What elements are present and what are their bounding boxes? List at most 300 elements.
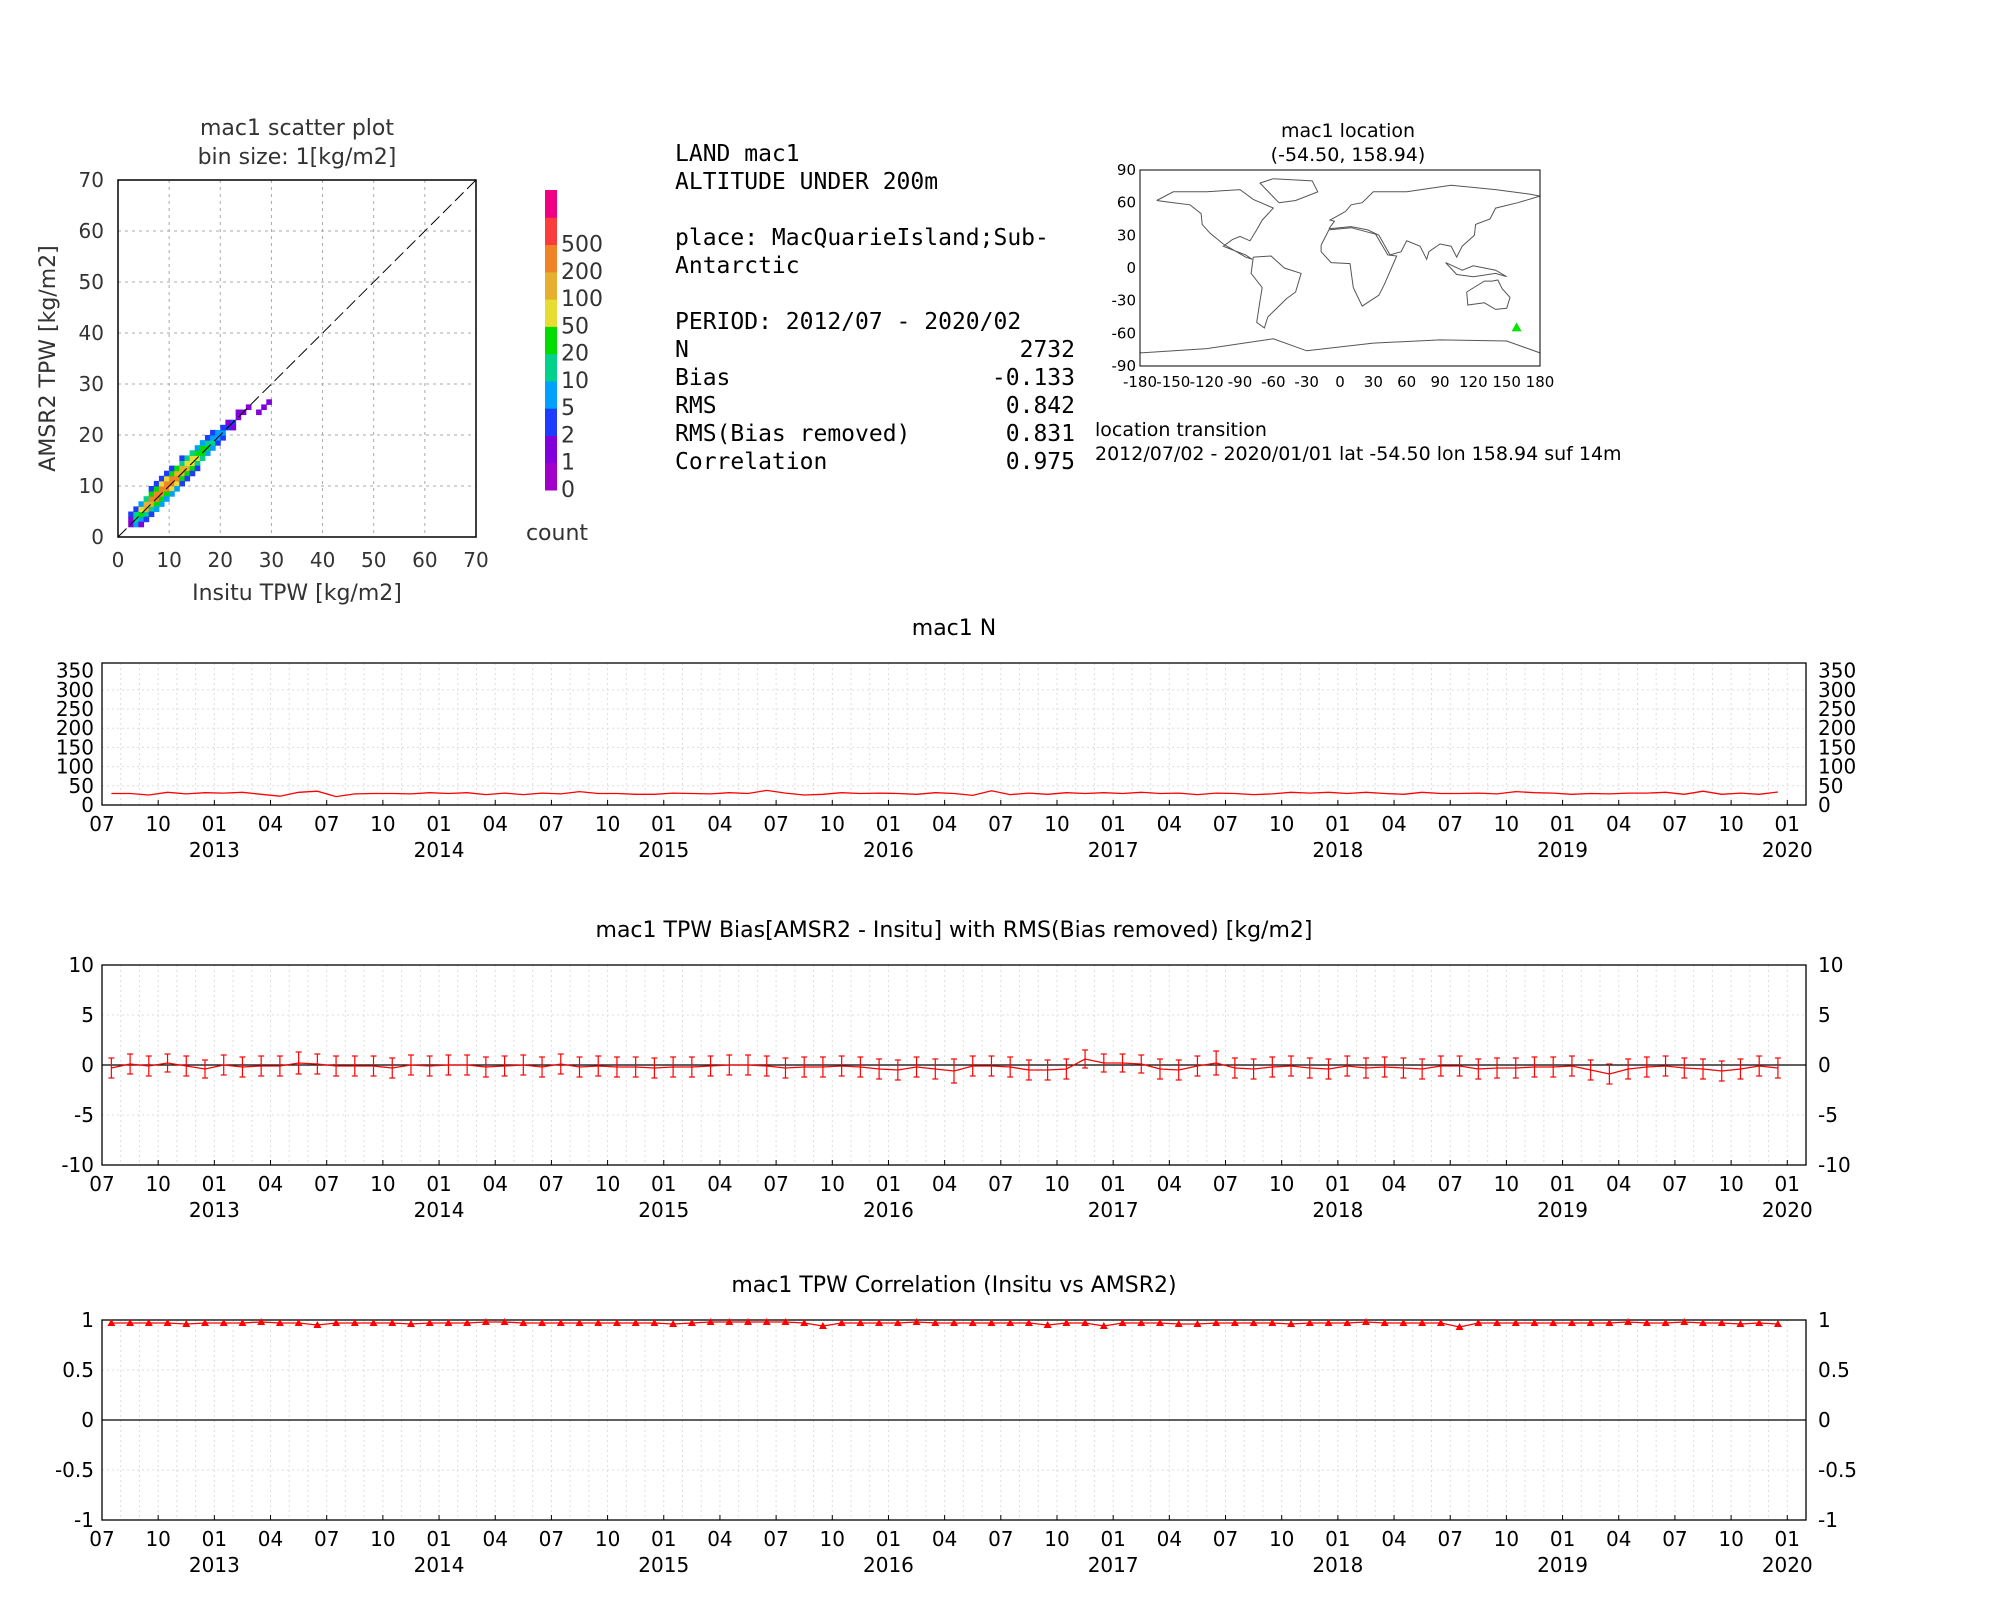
map-y-tick-label: -60 (1111, 324, 1136, 343)
scatter-subtitle: bin size: 1[kg/m2] (197, 145, 397, 170)
x-tick-label: 10 (145, 1172, 171, 1196)
x-tick-label: 04 (1156, 812, 1183, 836)
year-label: 2016 (863, 838, 914, 862)
scatter-bin (169, 491, 175, 497)
x-tick-label: 10 (1493, 812, 1520, 836)
scatter-plot (0, 100, 640, 620)
year-label: 2016 (863, 1553, 914, 1577)
map-y-tick-label: 90 (1116, 161, 1136, 179)
y-tick-label-right: 0.5 (1818, 1358, 1850, 1382)
scatter-bin (149, 506, 155, 512)
stat-row (675, 392, 1075, 420)
scatter-bin (261, 404, 267, 410)
x-tick-label: 04 (257, 1527, 284, 1551)
x-tick-label: 10 (370, 1172, 396, 1196)
x-tick-label: 01 (201, 1172, 228, 1196)
x-tick-label: 01 (1549, 1172, 1576, 1196)
x-tick-label: 01 (651, 1527, 677, 1551)
stat-label: Correlation (675, 449, 828, 475)
x-tick-label: 01 (1774, 812, 1801, 836)
stat-row (675, 448, 1075, 476)
year-label: 2013 (188, 838, 240, 862)
bias-timeseries-chart (0, 905, 1900, 1235)
scatter-y-tick-label: 20 (78, 423, 104, 447)
map-x-tick-label: 0 (1335, 373, 1345, 391)
scatter-bin (159, 486, 165, 492)
x-tick-label: 07 (1437, 1527, 1463, 1551)
year-label: 2014 (413, 838, 465, 862)
x-tick-label: 04 (707, 1527, 733, 1551)
year-label: 2017 (1087, 838, 1139, 862)
y-tick-label-left: 50 (68, 773, 94, 798)
x-tick-label: 01 (651, 812, 677, 836)
x-tick-label: 10 (594, 812, 621, 836)
colorbar-label: count (525, 521, 589, 546)
stat-label: RMS (675, 393, 717, 419)
y-tick-label-left: -0.5 (54, 1458, 94, 1482)
x-tick-label: 04 (257, 1172, 284, 1196)
map-x-tick-label: -90 (1227, 373, 1253, 391)
scatter-y-tick-label: 70 (78, 168, 104, 192)
colorbar-tick-label: 100 (561, 287, 603, 313)
scatter-bin (174, 486, 180, 492)
scatter-title: mac1 scatter plot (199, 116, 395, 141)
x-tick-label: 10 (370, 1527, 396, 1551)
scatter-bin (266, 399, 272, 405)
y-tick-label-right: -1 (1818, 1508, 1838, 1532)
scatter-bin (220, 425, 226, 431)
x-tick-label: 07 (988, 1172, 1014, 1196)
scatter-y-tick-label: 30 (78, 372, 104, 396)
x-tick-label: 01 (1100, 1172, 1126, 1196)
scatter-bin (256, 410, 262, 416)
y-tick-label-right: 1 (1818, 1308, 1831, 1332)
colorbar-swatch (545, 463, 557, 491)
year-label: 2017 (1087, 1553, 1139, 1577)
y-tick-label-left: 0 (81, 1408, 94, 1432)
colorbar-swatch (545, 435, 557, 463)
station-marker (1512, 322, 1522, 331)
colorbar-tick-label: 1 (561, 450, 575, 476)
x-tick-label: 07 (1662, 1527, 1688, 1551)
colorbar-tick-label: 50 (561, 314, 589, 340)
panel-frame (102, 663, 1806, 805)
scatter-bin (195, 466, 201, 472)
y-tick-label-left: 1 (81, 1308, 94, 1332)
x-tick-label: 10 (819, 1527, 846, 1551)
colorbar-swatch (545, 190, 557, 218)
colorbar-swatch (545, 408, 557, 436)
x-tick-label: 07 (1212, 1172, 1239, 1196)
y-tick-label-right: 0 (1818, 793, 1831, 817)
x-tick-label: 07 (988, 1527, 1014, 1551)
x-tick-label: 07 (313, 812, 340, 836)
x-tick-label: 10 (594, 1172, 621, 1196)
x-tick-label: 07 (1437, 1172, 1463, 1196)
x-tick-label: 07 (89, 812, 115, 836)
year-label: 2013 (188, 1198, 240, 1222)
y-tick-label-right: -0.5 (1818, 1458, 1858, 1482)
x-tick-label: 01 (1325, 812, 1351, 836)
map-y-tick-label: 30 (1116, 226, 1136, 245)
x-tick-label: 10 (819, 812, 846, 836)
scatter-bin (138, 501, 144, 507)
scatter-bin (154, 501, 160, 507)
panel-title: mac1 TPW Bias[AMSR2 - Insitu] with RMS(Bias removed) [kg/m2] (595, 918, 1313, 943)
y-tick-label-right: 5 (1818, 1003, 1831, 1027)
stat-value: 2732 (1019, 337, 1075, 363)
scatter-bin (154, 506, 160, 512)
scatter-x-tick-label: 30 (258, 548, 285, 572)
y-tick-label-right: 350 (1818, 658, 1857, 683)
year-label: 2019 (1537, 1198, 1589, 1222)
stat-value: 0.975 (1005, 449, 1075, 475)
station-type: LAND mac1 (675, 141, 800, 167)
map-x-tick-label: 180 (1525, 373, 1555, 391)
scatter-bin (190, 466, 196, 472)
x-tick-label: 10 (1718, 1527, 1744, 1551)
y-tick-label-right: 0 (1818, 1053, 1831, 1077)
x-tick-label: 01 (875, 1172, 902, 1196)
scatter-bin (144, 517, 150, 523)
x-tick-label: 04 (931, 812, 958, 836)
scatter-bin (220, 435, 226, 441)
scatter-bin (164, 471, 170, 477)
map-x-tick-label: -150 (1156, 373, 1191, 391)
x-tick-label: 01 (651, 1172, 677, 1196)
y-tick-label-left: -5 (74, 1103, 94, 1127)
x-tick-label: 10 (1268, 812, 1295, 836)
stat-label: N (675, 337, 689, 363)
scatter-bin (159, 476, 165, 482)
map-x-tick-label: -60 (1261, 373, 1286, 391)
year-label: 2019 (1537, 838, 1589, 862)
colorbar-swatch (545, 245, 557, 273)
scatter-x-tick-label: 20 (207, 548, 234, 572)
transition-title: location transition (1095, 419, 1267, 441)
map-x-tick-label: 90 (1430, 373, 1450, 391)
scatter-x-tick-label: 10 (156, 548, 182, 572)
map-subtitle: (-54.50, 158.94) (1270, 144, 1426, 166)
n-timeseries-chart (0, 605, 1900, 875)
scatter-bin (169, 466, 175, 472)
x-tick-label: 01 (1549, 1527, 1576, 1551)
station-info (675, 140, 1075, 476)
y-tick-label-left: 0 (81, 1053, 94, 1077)
x-tick-label: 07 (1212, 812, 1239, 836)
scatter-bin (144, 496, 150, 502)
location-map (1080, 115, 1560, 395)
x-tick-label: 10 (1493, 1172, 1520, 1196)
y-tick-label-right: 150 (1818, 735, 1857, 760)
colorbar-tick-label: 5 (561, 396, 575, 422)
x-tick-label: 07 (538, 1172, 565, 1196)
scatter-bin (210, 430, 216, 436)
continent-outlines (1140, 179, 1540, 353)
coastline (1467, 280, 1510, 309)
scatter-bin (190, 471, 196, 477)
y-tick-label-left: -1 (74, 1508, 94, 1532)
coastline (1157, 190, 1274, 260)
scatter-bin (149, 512, 155, 518)
year-label: 2018 (1312, 838, 1364, 862)
scatter-bin (154, 481, 160, 487)
map-y-tick-label: -90 (1111, 357, 1136, 375)
y-tick-label-right: 50 (1818, 773, 1844, 798)
scatter-bin (159, 501, 165, 507)
x-tick-label: 10 (145, 812, 171, 836)
stat-value: 0.842 (1005, 393, 1075, 419)
year-label: 2014 (413, 1198, 465, 1222)
transition-text: 2012/07/02 - 2020/01/01 lat -54.50 lon 158.94 suf 14m (1095, 443, 1622, 465)
x-tick-label: 04 (482, 1172, 508, 1196)
y-tick-label-left: 0.5 (62, 1358, 94, 1382)
scatter-bin (149, 496, 155, 502)
panel-title: mac1 N (911, 616, 997, 641)
scatter-bin (184, 471, 190, 477)
x-tick-label: 07 (763, 1172, 789, 1196)
x-tick-label: 07 (1437, 812, 1463, 836)
x-tick-label: 04 (1381, 1172, 1407, 1196)
colorbar-swatch (545, 381, 557, 409)
scatter-bin (179, 455, 185, 461)
x-tick-label: 10 (1493, 1527, 1520, 1551)
x-tick-label: 10 (1044, 812, 1070, 836)
map-y-tick-label: 60 (1116, 193, 1136, 212)
scatter-y-tick-label: 50 (78, 270, 104, 294)
y-tick-label-left: 200 (55, 716, 94, 741)
x-tick-label: 07 (1212, 1527, 1239, 1551)
year-label: 2017 (1087, 1198, 1139, 1222)
scatter-x-tick-label: 40 (309, 548, 336, 572)
map-x-tick-label: -120 (1189, 373, 1224, 391)
x-tick-label: 04 (1606, 1172, 1632, 1196)
scatter-y-axis-label: AMSR2 TPW [kg/m2] (36, 245, 61, 472)
scatter-bin (138, 522, 144, 528)
stat-value: -0.133 (991, 365, 1075, 391)
scatter-bin (179, 461, 185, 467)
stat-label: RMS(Bias removed) (675, 421, 911, 447)
y-tick-label-right: 0 (1818, 1408, 1831, 1432)
x-tick-label: 04 (931, 1527, 958, 1551)
x-tick-label: 04 (482, 812, 508, 836)
x-tick-label: 10 (819, 1172, 846, 1196)
stat-row (675, 420, 1075, 448)
x-tick-label: 07 (538, 1527, 565, 1551)
scatter-bin (200, 440, 206, 446)
scatter-bin (174, 481, 180, 487)
y-tick-label-left: 5 (81, 1003, 94, 1027)
stat-row (675, 364, 1075, 392)
colorbar-tick-label: 2 (561, 423, 575, 449)
scatter-bin (144, 512, 150, 518)
map-y-tick-label: 0 (1126, 259, 1136, 277)
x-tick-label: 07 (313, 1172, 340, 1196)
x-tick-label: 04 (707, 812, 733, 836)
y-tick-label-right: -10 (1818, 1153, 1851, 1177)
colorbar-tick-label: 0 (561, 478, 575, 503)
x-tick-label: 10 (1268, 1172, 1295, 1196)
y-tick-label-right: -5 (1818, 1103, 1838, 1127)
scatter-bin (215, 440, 221, 446)
x-tick-label: 07 (1662, 1172, 1688, 1196)
x-tick-label: 01 (426, 1527, 452, 1551)
x-tick-label: 07 (89, 1172, 115, 1196)
place-label: place: MacQuarieIsland;Sub-Antarctic (675, 225, 1049, 279)
map-x-tick-label: 150 (1492, 373, 1521, 391)
map-x-tick-label: -180 (1122, 373, 1158, 391)
x-tick-label: 07 (313, 1527, 340, 1551)
x-tick-label: 10 (1718, 1172, 1744, 1196)
scatter-bin (164, 491, 170, 497)
scatter-bin (195, 461, 201, 467)
year-label: 2015 (638, 1553, 690, 1577)
coastline (1329, 185, 1540, 259)
year-label: 2020 (1761, 1198, 1813, 1222)
scatter-bin (138, 517, 144, 523)
stat-value: 0.831 (1005, 421, 1075, 447)
x-tick-label: 04 (1381, 1527, 1407, 1551)
scatter-bin (205, 435, 211, 441)
scatter-bin (174, 466, 180, 472)
year-label: 2015 (638, 838, 690, 862)
year-label: 2015 (638, 1198, 690, 1222)
year-label: 2020 (1761, 838, 1813, 862)
scatter-bin (184, 476, 190, 482)
y-tick-label-left: 250 (55, 697, 94, 722)
y-tick-label-left: 150 (55, 735, 94, 760)
year-label: 2020 (1761, 1553, 1813, 1577)
x-tick-label: 01 (1774, 1172, 1801, 1196)
y-tick-label-left: 0 (81, 793, 94, 817)
map-x-tick-label: -30 (1294, 373, 1319, 391)
one-to-one-line (118, 180, 476, 537)
scatter-x-tick-label: 50 (360, 548, 387, 572)
x-tick-label: 10 (1044, 1527, 1070, 1551)
x-tick-label: 04 (1381, 812, 1407, 836)
x-tick-label: 07 (538, 812, 565, 836)
y-tick-label-right: 100 (1818, 754, 1857, 779)
scatter-bin (184, 455, 190, 461)
x-tick-label: 01 (1774, 1527, 1801, 1551)
y-tick-label-right: 300 (1818, 677, 1857, 702)
scatter-bin (179, 481, 185, 487)
colorbar-swatch (545, 272, 557, 300)
scatter-bin (195, 450, 201, 456)
coastline (1260, 179, 1318, 203)
scatter-bin (205, 450, 211, 456)
x-tick-label: 04 (931, 1172, 958, 1196)
location-transition (1095, 418, 1622, 466)
x-tick-label: 01 (426, 812, 452, 836)
year-label: 2018 (1312, 1198, 1364, 1222)
y-tick-label-left: -10 (61, 1153, 94, 1177)
coastline (1251, 256, 1301, 328)
y-tick-label-left: 10 (68, 953, 94, 977)
colorbar-swatch (545, 354, 557, 382)
scatter-x-tick-label: 60 (412, 548, 438, 572)
scatter-y-tick-label: 10 (78, 474, 104, 498)
scatter-bin (164, 476, 170, 482)
x-tick-label: 10 (370, 812, 396, 836)
x-tick-label: 10 (1718, 812, 1744, 836)
x-tick-label: 04 (257, 812, 284, 836)
scatter-bin (133, 522, 139, 528)
y-tick-label-left: 350 (55, 658, 94, 683)
scatter-bin (133, 506, 139, 512)
panel-title: mac1 TPW Correlation (Insitu vs AMSR2) (731, 1273, 1177, 1298)
scatter-bin (169, 471, 175, 477)
scatter-bin (184, 461, 190, 467)
coastline (1446, 263, 1507, 277)
correlation-timeseries-chart (0, 1260, 1900, 1600)
x-tick-label: 07 (988, 812, 1014, 836)
x-tick-label: 04 (707, 1172, 733, 1196)
x-tick-label: 01 (1549, 812, 1576, 836)
x-tick-label: 01 (201, 812, 228, 836)
stat-row (675, 336, 1075, 364)
y-tick-label-left: 300 (55, 677, 94, 702)
x-tick-label: 10 (1268, 1527, 1295, 1551)
x-tick-label: 01 (875, 812, 902, 836)
scatter-bin (210, 445, 216, 451)
scatter-x-axis-label: Insitu TPW [kg/m2] (192, 581, 402, 606)
colorbar-swatch (545, 326, 557, 354)
x-tick-label: 07 (89, 1527, 115, 1551)
scatter-bin (200, 455, 206, 461)
scatter-bin (149, 486, 155, 492)
year-label: 2014 (413, 1553, 465, 1577)
colorbar-tick-label: 500 (561, 232, 603, 258)
y-tick-label-left: 100 (55, 754, 94, 779)
x-tick-label: 04 (1606, 1527, 1632, 1551)
map-x-tick-label: 30 (1363, 373, 1383, 391)
scatter-bin (169, 486, 175, 492)
scatter-bin (159, 481, 165, 487)
x-tick-label: 01 (201, 1527, 228, 1551)
period-label: PERIOD: 2012/07 - 2020/02 (675, 309, 1022, 335)
scatter-bin (128, 512, 134, 518)
colorbar-tick-label: 200 (561, 259, 603, 285)
x-tick-label: 07 (763, 812, 789, 836)
x-tick-label: 10 (145, 1527, 171, 1551)
coastline (1140, 339, 1540, 353)
x-tick-label: 01 (426, 1172, 452, 1196)
stat-label: Bias (675, 365, 731, 391)
y-tick-label-right: 250 (1818, 697, 1857, 722)
scatter-bin (149, 491, 155, 497)
x-tick-label: 04 (1606, 812, 1632, 836)
x-tick-label: 04 (1156, 1172, 1183, 1196)
x-tick-label: 04 (482, 1527, 508, 1551)
map-title: mac1 location (1280, 120, 1416, 142)
scatter-bin (190, 450, 196, 456)
year-label: 2019 (1537, 1553, 1589, 1577)
colorbar-swatch (545, 217, 557, 245)
series-line (111, 790, 1778, 796)
colorbar-tick-label: 10 (561, 368, 589, 394)
x-tick-label: 10 (1044, 1172, 1070, 1196)
x-tick-label: 01 (1325, 1527, 1351, 1551)
year-label: 2016 (863, 1198, 914, 1222)
year-label: 2018 (1312, 1553, 1364, 1577)
y-tick-label-right: 200 (1818, 716, 1857, 741)
scatter-bin (231, 425, 237, 431)
scatter-bin (195, 445, 201, 451)
x-tick-label: 04 (1156, 1527, 1183, 1551)
scatter-bin (164, 496, 170, 502)
map-frame (1140, 170, 1540, 366)
